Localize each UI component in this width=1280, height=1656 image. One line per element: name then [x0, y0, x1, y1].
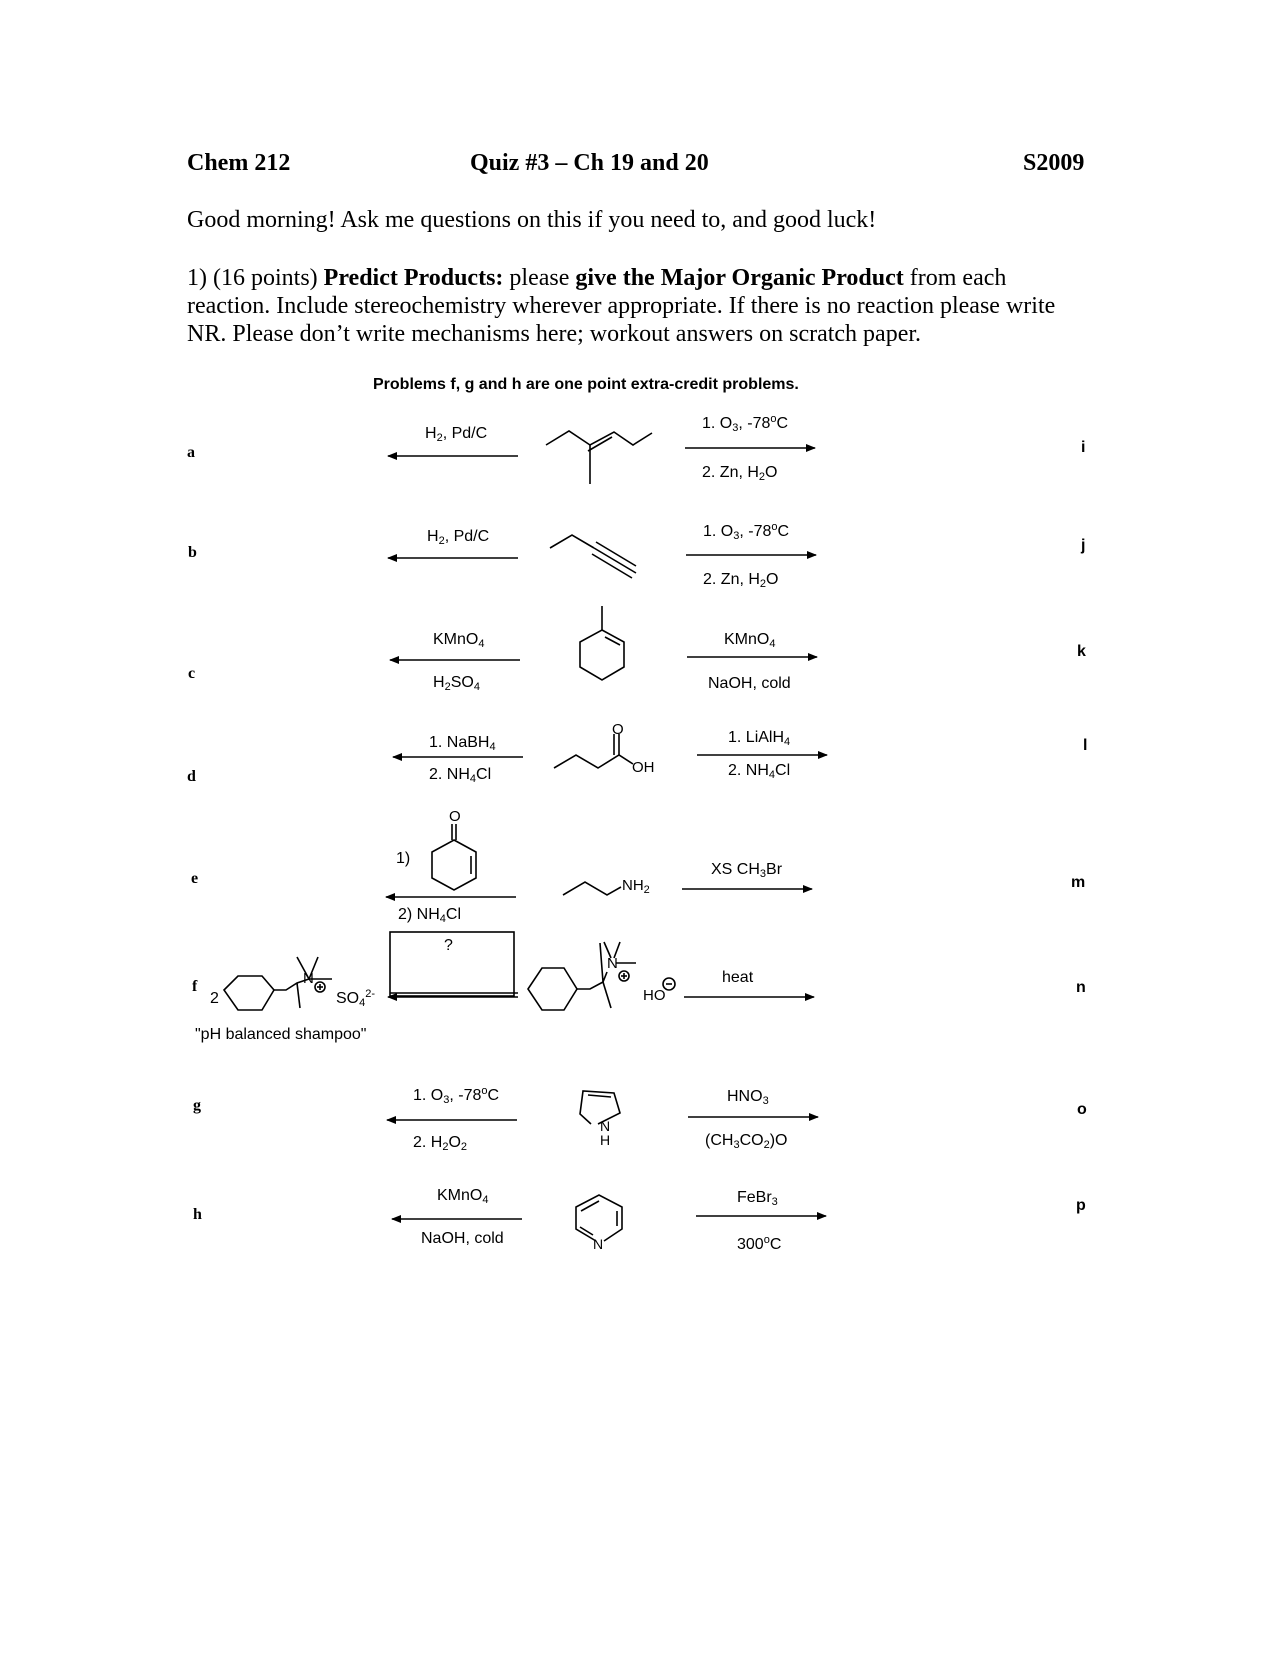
- label-j: j: [1081, 537, 1086, 554]
- coefficient-f: 2: [210, 990, 219, 1007]
- atom-label-ho-n: HO: [643, 987, 666, 1004]
- atom-label-o-d: O: [612, 721, 624, 738]
- label-c: c: [188, 665, 196, 682]
- reagent-l-top: 1. LiAlH$_4$: [728, 729, 791, 748]
- cyclohexenone-molecule-e: [432, 824, 476, 890]
- reagent-d-bottom: 2. $NH_4Cl$: [429, 766, 492, 785]
- atom-label-h-g: H: [600, 1132, 611, 1148]
- reagent-p-top: FeBr$_3$: [737, 1189, 778, 1208]
- label-n: n: [1076, 979, 1086, 996]
- atom-label-nh2-e: $NH_2$: [622, 877, 650, 896]
- reagent-l-bottom: 2. $NH_4Cl$: [728, 762, 791, 781]
- butanoic-acid-molecule-d: [554, 734, 633, 768]
- reagent-c-top: KMnO$_4$: [433, 631, 485, 650]
- reagent-d-top: 1. NaBH$_4$: [429, 734, 496, 753]
- atom-label-n-n: N: [607, 955, 618, 972]
- reagent-g-top: 1. $O_3$, -78$^o$C: [413, 1085, 500, 1106]
- label-h: h: [193, 1206, 202, 1223]
- reagent-b-top: $H_2$, Pd/C: [427, 528, 490, 547]
- answer-box-f-placeholder: ?: [444, 937, 453, 954]
- ammonium-sulfate-molecule-f: [224, 957, 332, 1010]
- alkyne-molecule-b: [550, 535, 636, 578]
- pyridine-molecule-h: [576, 1195, 622, 1241]
- question-emphasis: give the Major Organic Product: [575, 265, 904, 291]
- question-text-2: from each reaction. Include stereochemistry wherever appropriate. If there is no reaction please write NR. Please don’t write mechanisms here; workout answers on scratch paper.: [187, 265, 1056, 347]
- atom-label-n-f: N: [303, 970, 314, 987]
- reagent-h-bottom: NaOH, cold: [421, 1230, 504, 1247]
- course-label: Chem 212: [187, 150, 291, 176]
- label-i: i: [1081, 439, 1086, 456]
- atom-label-oh-d: OH: [632, 759, 655, 776]
- reagent-p-bottom: 300$^o$C: [737, 1234, 782, 1253]
- question-label: Predict Products:: [323, 265, 504, 291]
- label-f: f: [192, 978, 198, 995]
- label-a: a: [187, 444, 195, 461]
- reagent-k-bottom: NaOH, cold: [708, 675, 791, 692]
- atom-label-o-e: O: [449, 808, 461, 825]
- extra-credit-note: Problems f, g and h are one point extra-credit problems.: [373, 376, 799, 393]
- term-label: S2009: [1023, 150, 1085, 176]
- greeting: Good morning! Ask me questions on this if you need to, and good luck!: [187, 207, 877, 233]
- atom-label-n-h: N: [593, 1236, 604, 1252]
- propylamine-molecule-e: [563, 882, 621, 895]
- quiz-title: Quiz #3 – Ch 19 and 20: [470, 150, 709, 176]
- atom-label-n-g: N: [600, 1118, 611, 1134]
- label-p: p: [1076, 1197, 1086, 1214]
- reagent-m-top: XS $CH_3Br$: [711, 861, 783, 880]
- reagent-i-bottom: 2. Zn, $H_2O$: [702, 464, 778, 483]
- reagent-e-step1: 1): [396, 850, 411, 867]
- counterion-f: $SO_4^{2-}$: [336, 988, 376, 1009]
- label-l: l: [1083, 737, 1088, 754]
- reagent-k-top: KMnO$_4$: [724, 631, 776, 650]
- label-g: g: [193, 1097, 201, 1114]
- question-text-1: please: [503, 265, 576, 291]
- reagent-e-step2: 2) $NH_4Cl$: [398, 906, 462, 925]
- reagent-g-bottom: 2. $H_2O_2$: [413, 1134, 468, 1153]
- reagent-i-top: 1. $O_3$, -78$^o$C: [702, 413, 789, 434]
- label-d: d: [187, 768, 196, 785]
- alkene-molecule-a: [546, 431, 652, 484]
- caption-f: "pH balanced shampoo": [195, 1026, 367, 1043]
- methylcyclohexene-molecule-c: [580, 606, 624, 680]
- label-b: b: [188, 544, 197, 561]
- reagent-o-bottom: $(CH_3CO_2)O$: [705, 1132, 788, 1151]
- label-o: o: [1077, 1101, 1087, 1118]
- reagent-n-top: heat: [722, 969, 754, 986]
- label-k: k: [1077, 643, 1086, 660]
- reagent-h-top: KMnO$_4$: [437, 1187, 489, 1206]
- reagent-a-top: $H_2$, Pd/C: [425, 425, 488, 444]
- reagent-c-bottom: $H_2SO_4$: [433, 674, 480, 693]
- reagent-o-top: $HNO_3$: [727, 1088, 769, 1107]
- question-number: 1) (16 points): [187, 265, 324, 291]
- label-e: e: [191, 870, 199, 887]
- reagent-j-bottom: 2. Zn, $H_2O$: [703, 571, 779, 590]
- label-m: m: [1071, 874, 1086, 891]
- reagent-j-top: 1. $O_3$, -78$^o$C: [703, 521, 790, 542]
